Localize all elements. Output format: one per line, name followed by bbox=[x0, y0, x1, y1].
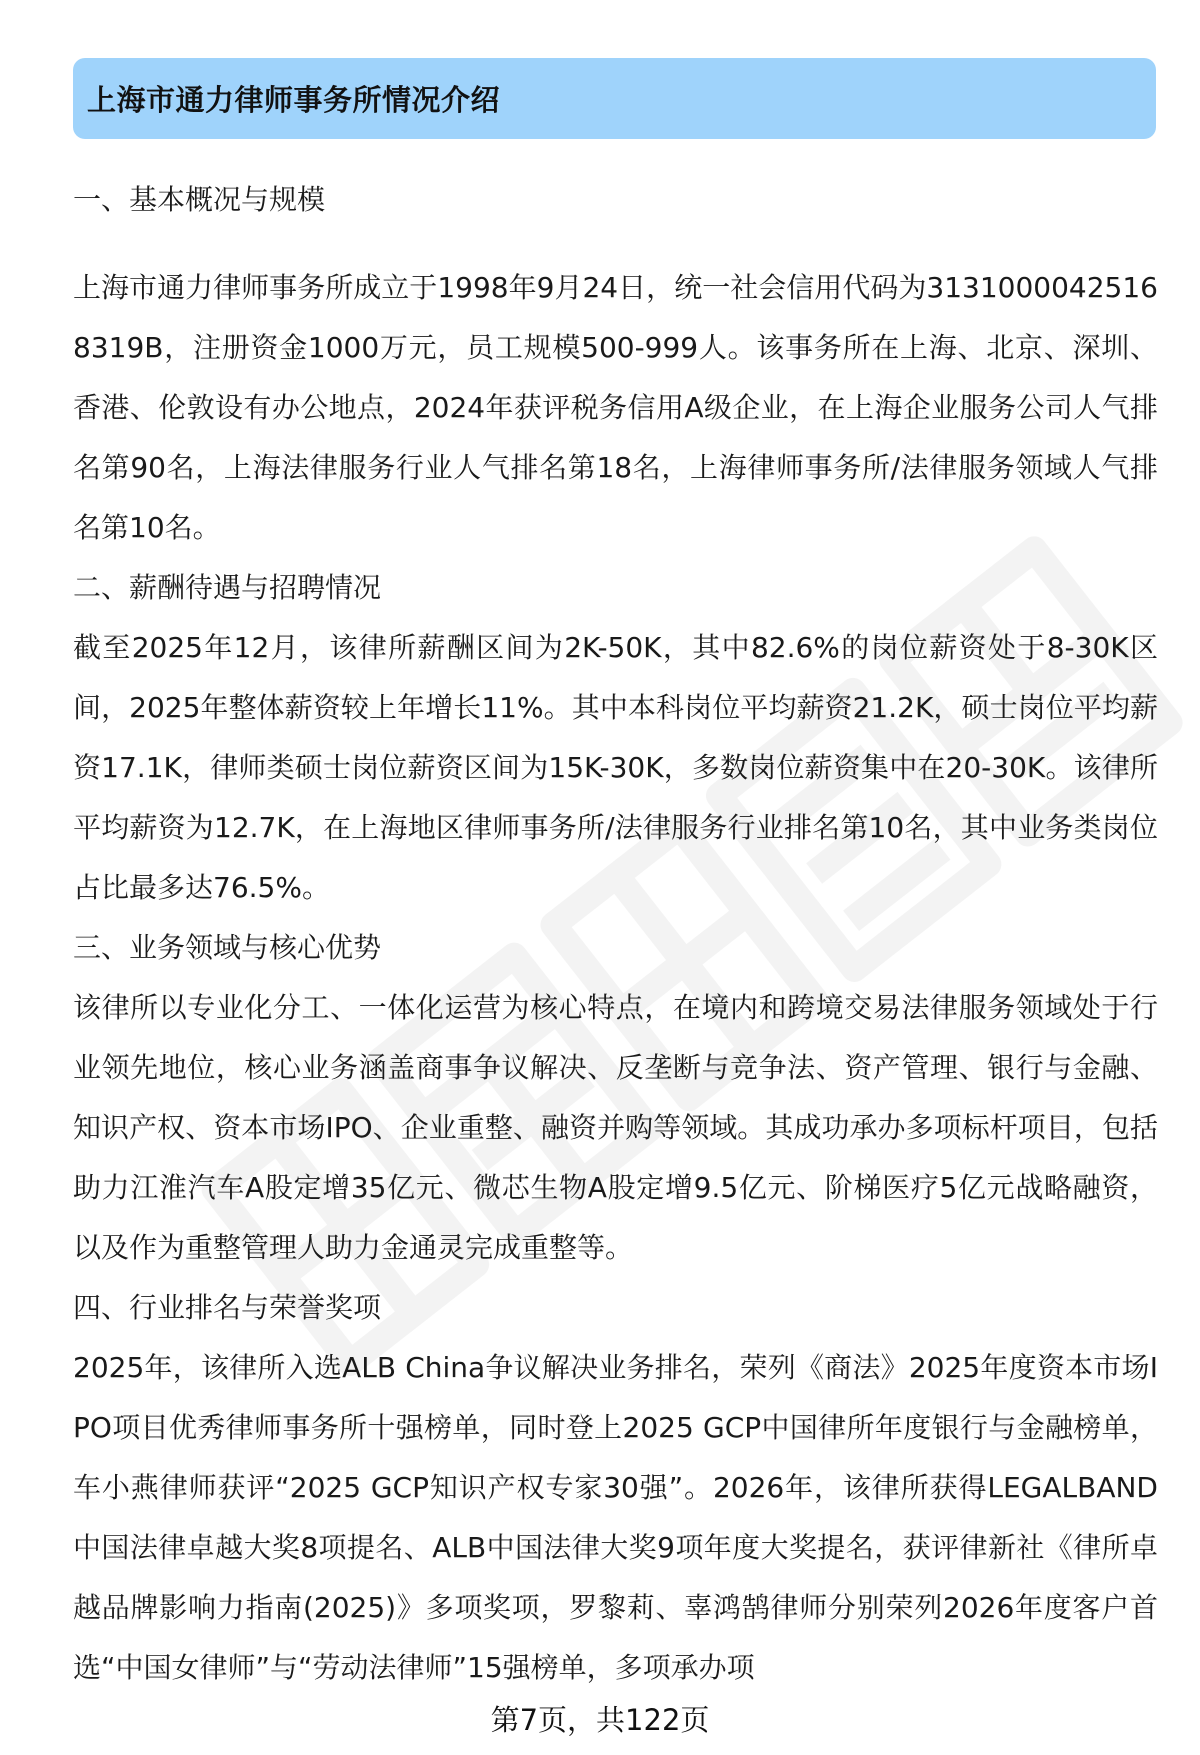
section-body-awards: 2025年，该律所入选ALB China争议解决业务排名，荣列《商法》2025年度资本市场IPO项目优秀律师事务所十强榜单，同时登上2025 GCP中国律所年度银行与金融榜单，车小燕律师获评“2025 GCP知识产权专家30强”。2026年，该律所获得LEGALBAND中国法律卓越大奖8项提名、ALB中国法律大奖9项年度大奖提名，获评律新社《律所卓越品牌影响力指南(2025)》多项奖项，罗黎莉、辜鸿鹄律师分别荣列2026年度客户首选“中国女律师”与“劳动法律师”15强榜单，多项承办项 bbox=[73, 1351, 1158, 1684]
section-body-business: 该律所以专业化分工、一体化运营为核心特点，在境内和跨境交易法律服务领域处于行业领先地位，核心业务涵盖商事争议解决、反垄断与竞争法、资产管理、银行与金融、知识产权、资本市场IPO、企业重整、融资并购等领域。其成功承办多项标杆项目，包括助力江淮汽车A股定增35亿元、微芯生物A股定增9.5亿元、阶梯医疗5亿元战略融资，以及作为重整管理人助力金通灵完成重整等。 bbox=[73, 991, 1158, 1264]
page-title: 上海市通力律师事务所情况介绍 bbox=[87, 83, 501, 117]
section-body-salary: 截至2025年12月，该律所薪酬区间为2K-50K，其中82.6%的岗位薪资处于8-30K区间，2025年整体薪资较上年增长11%。其中本科岗位平均薪资21.2K，硕士岗位平均薪资17.1K，律师类硕士岗位薪资区间为15K-30K，多数岗位薪资集中在20-30K。该律所平均薪资为12.7K，在上海地区律师事务所/法律服务行业排名第10名，其中业务类岗位占比最多达76.5%。 bbox=[73, 631, 1158, 904]
section-heading-overview: 一、基本概况与规模 bbox=[73, 183, 326, 216]
section-body-overview: 上海市通力律师事务所成立于1998年9月24日，统一社会信用代码为31310000425168319B，注册资金1000万元，员工规模500-999人。该事务所在上海、北京、深圳、香港、伦敦设有办公地点，2024年获评税务信用A级企业，在上海企业服务公司人气排名第90名，上海法律服务行业人气排名第18名，上海律师事务所/法律服务领域人气排名第10名。 bbox=[73, 271, 1158, 544]
page-number: 第7页，共122页 bbox=[490, 1703, 710, 1737]
title-bar bbox=[73, 58, 1156, 139]
document-body bbox=[73, 170, 1158, 1698]
section-heading-salary: 二、薪酬待遇与招聘情况 bbox=[73, 571, 382, 604]
section-heading-business: 三、业务领域与核心优势 bbox=[73, 931, 382, 964]
section-heading-awards: 四、行业排名与荣誉奖项 bbox=[73, 1291, 382, 1324]
